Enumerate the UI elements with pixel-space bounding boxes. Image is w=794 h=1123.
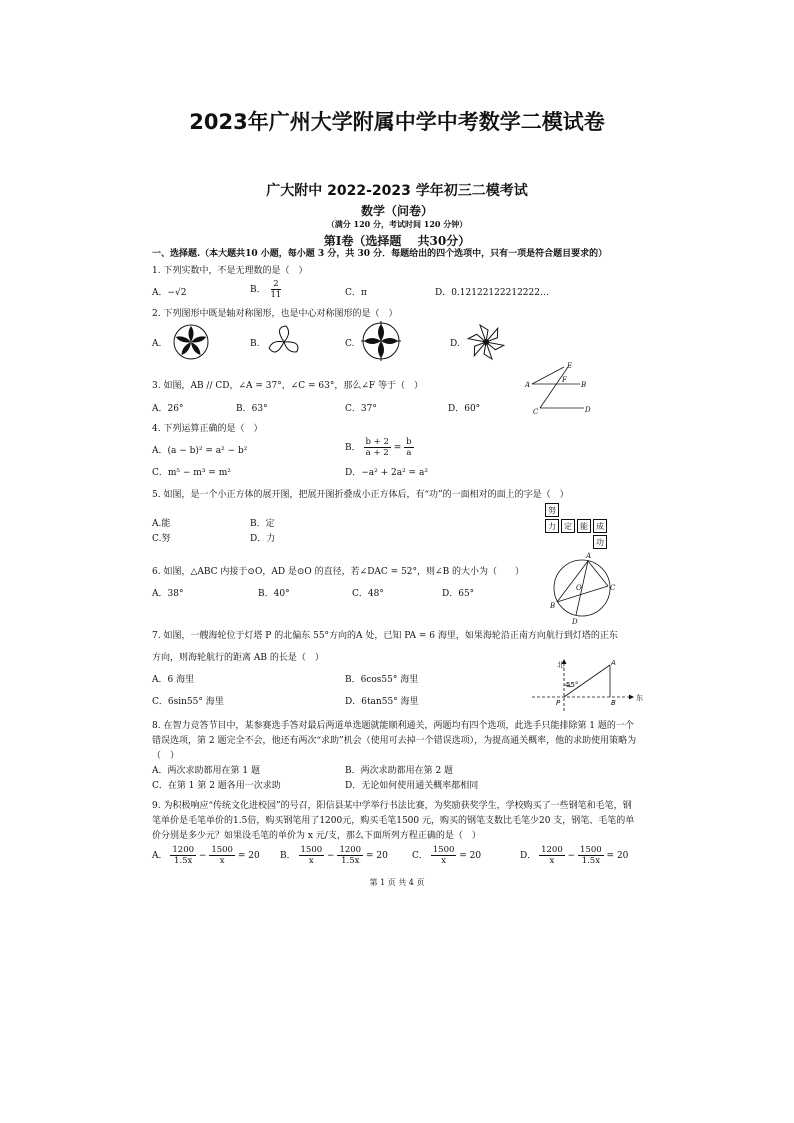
q4-b-label: B． [345, 443, 361, 453]
q7-stem-line2: 方向，则海轮航行的距离 AB 的长是（ ） [152, 653, 324, 663]
q5-stem: 5. 如图，是一个小正方体的展开图，把展开图折叠成小正方体后，有“功”的一面相对的面上的字是（ ） [152, 490, 569, 500]
q7-option-b: B．6cos55° 海里 [345, 675, 419, 685]
q9-b-minus: − [327, 851, 335, 861]
q1-option-b [250, 279, 283, 300]
q9-option-a [152, 845, 260, 866]
q9-a-num2: 1500 [211, 845, 233, 855]
q3-figure [524, 362, 594, 416]
q8-option-a: A．两次求助都用在第 1 题 [152, 766, 260, 776]
q9-c-den: x [441, 856, 446, 866]
q6-label-b: B [550, 602, 556, 610]
q2-option-d: D. [450, 339, 460, 349]
q9-c-label: C． [412, 851, 428, 861]
q9-d-frac2 [578, 845, 604, 866]
q9-b-den2: 1.5x [341, 856, 360, 866]
q5-option-d: D．力 [250, 534, 276, 544]
q9-a-num1: 1200 [172, 845, 195, 855]
q9-a-den1: 1.5x [174, 856, 193, 866]
cube-face-6: 功 [593, 535, 607, 549]
q4-option-b [345, 437, 414, 458]
q2-figure-d [466, 322, 506, 362]
q6-label-o: O [576, 584, 582, 592]
q4-b-frac1 [364, 437, 391, 458]
q9-a-frac2 [209, 845, 235, 866]
q9-d-den1: x [549, 856, 555, 866]
q9-d-minus: − [567, 851, 576, 861]
q9-option-d [520, 845, 628, 866]
cube-face-2: 力 [545, 519, 559, 533]
q6-option-a: A．38° [152, 589, 184, 599]
q3-label-d: D [585, 406, 591, 414]
q7-label-p: P [556, 699, 561, 707]
q9-b-den1: x [308, 856, 314, 866]
q7-option-c: C．6sin55° 海里 [152, 697, 224, 707]
q9-b-frac1 [299, 845, 325, 866]
q8-option-d: D．无论如何使用通关概率都相同 [345, 781, 479, 791]
q6-option-b: B．40° [258, 589, 290, 599]
q7-label-b: B [611, 699, 616, 707]
q7-stem-line1: 7. 如图，一艘海轮位于灯塔 P 的北偏东 55°方向的A 处，已知 PA = 6 海里，如果海轮沿正南方向航行到灯塔的正东 [152, 631, 618, 641]
q1-b-fraction [269, 279, 284, 300]
q1-option-a: A．−√2 [152, 288, 187, 298]
q7-north-label: 北 [557, 661, 564, 669]
q9-b-frac2 [337, 845, 363, 866]
q2-figure-c [361, 320, 401, 362]
q9-d-den2: 1.5x [581, 856, 600, 866]
q7-figure [530, 657, 646, 719]
cube-face-5: 成 [593, 519, 607, 533]
section-heading: 一、选择题.（本大题共10 小题，每小题 3 分，共 30 分．每题给出的四个选项中，只有一项是符合题目要求的） [152, 249, 608, 259]
q9-a-frac1 [170, 845, 196, 866]
q4-b-num2: b [406, 437, 412, 447]
subject-title: 数学（问卷） [360, 204, 433, 218]
q3-label-e: E [567, 362, 573, 370]
q9-c-num: 1500 [432, 845, 455, 855]
q3-label-c: C [533, 408, 539, 416]
q6-stem: 6. 如图，△ABC 内接于⊙O，AD 是⊙O 的直径，若∠DAC = 52°，则∠B 的大小为（ ） [152, 567, 525, 577]
q2-stem: 2. 下列图形中既是轴对称图形，也是中心对称图形的是（ ） [152, 309, 398, 319]
q9-a-minus: − [198, 851, 207, 861]
q9-c-frac [431, 845, 457, 866]
cube-face-1: 努 [545, 503, 559, 517]
q3-option-c: C．37° [345, 404, 377, 414]
q3-label-f: F [562, 376, 567, 384]
q9-d-num1: 1200 [541, 845, 563, 855]
exam-note: （满分 120 分，考试时间 120 分钟） [326, 219, 468, 229]
q9-a-den2: x [219, 856, 225, 866]
q9-stem: 9. 为积极响应“传统文化进校园”的号召，阳信县某中学举行书法比赛，为奖励获奖学生，学校购买了一些钢笔和毛笔，钢笔单价是毛笔单价的1.5倍，购买钢笔用了1200元，购买毛笔1500 元，购买的钢笔支数比毛笔少20 支，钢笔、毛笔的单价分别是多少元？如果设毛笔的单价为 x 元/支，那么下面所列方程正确的是（ ） [152, 801, 635, 841]
q7-label-a: A [611, 659, 616, 667]
cube-face-4: 能 [577, 519, 591, 533]
q9-d-eq: = 20 [606, 851, 629, 861]
q6-option-d: D．65° [442, 589, 475, 599]
q6-figure [544, 550, 620, 626]
q9-d-frac1 [539, 845, 565, 866]
q8-option-b: B．两次求助都用在第 2 题 [345, 766, 454, 776]
q1-option-d: D．0.12122122212222… [435, 288, 549, 298]
q9-a-label: A． [152, 851, 168, 861]
q4-b-den2: a [406, 448, 412, 458]
q2-option-a: A. [152, 339, 162, 349]
q8-stem: 8. 在智力竞答节目中，某参赛选手答对最后两道单选题就能顺利通关，两题均有四个选项，此选手只能排除第 1 题的一个错误选项，第 2 题完全不会，他还有两次“求助”机会（使用可去掉一个错误选项），为提高通关概率，他的求助使用策略为（ ） [152, 721, 637, 761]
q3-stem: 3. 如图，AB // CD，∠A = 37°，∠C = 63°，那么∠F 等于（ ） [152, 381, 423, 391]
q5-option-b: B．定 [250, 519, 275, 529]
q3-option-a: A．26° [152, 404, 184, 414]
q4-b-den1: a + 2 [365, 448, 389, 458]
q9-b-num1: 1500 [300, 845, 323, 855]
exam-title: 广大附中 2022-2023 学年初三二模考试 [266, 183, 528, 199]
q9-b-num2: 1200 [339, 845, 362, 855]
q9-c-eq: = 20 [459, 851, 482, 861]
q7-option-a: A．6 海里 [152, 675, 195, 685]
q6-label-a: A [586, 552, 592, 560]
page-footer: 第 1 页 共 4 页 [369, 878, 425, 887]
q6-label-c: C [610, 584, 616, 592]
q9-d-label: D． [520, 851, 537, 861]
q4-b-eq: = [393, 443, 402, 453]
part-title: 第Ⅰ卷（选择题 共30分） [323, 234, 471, 248]
q3-label-a: A [525, 381, 531, 389]
q8-option-c: C．在第 1 第 2 题各用一次求助 [152, 781, 281, 791]
q7-east-label: 东 [636, 694, 643, 702]
q2-option-c: C. [345, 339, 355, 349]
q4-option-a: A．(a − b)² = a² − b² [152, 446, 248, 456]
q2-figure-a [172, 323, 210, 361]
q7-option-d: D．6tan55° 海里 [345, 697, 419, 707]
q7-angle-label: 55° [566, 681, 579, 689]
q3-option-d: D．60° [448, 404, 481, 414]
q9-b-eq: = 20 [365, 851, 388, 861]
q1-stem: 1. 下列实数中，不是无理数的是（ ） [152, 266, 308, 276]
q6-option-c: C．48° [352, 589, 384, 599]
cube-face-3: 定 [561, 519, 575, 533]
q9-b-label: B． [280, 851, 296, 861]
q9-option-b [280, 845, 388, 866]
q9-a-eq: = 20 [237, 851, 260, 861]
q5-option-a: A.能 [152, 519, 171, 529]
document-title: 2023年广州大学附属中学中考数学二模试卷 [189, 110, 605, 134]
q6-label-d: D [572, 618, 578, 626]
q4-b-num1: b + 2 [365, 437, 389, 447]
q5-option-c: C.努 [152, 534, 171, 544]
q1-b-label: B． [250, 285, 266, 295]
q1-b-num: 2 [273, 279, 279, 289]
q1-option-c: C．π [345, 288, 367, 298]
q2-option-b: B. [250, 339, 260, 349]
q1-b-den: 11 [270, 290, 282, 300]
q4-option-c: C．m⁵ − m³ = m² [152, 468, 231, 478]
q3-option-b: B．63° [236, 404, 268, 414]
q3-label-b: B [581, 381, 587, 389]
q9-d-num2: 1500 [580, 845, 602, 855]
q9-option-c [412, 845, 481, 866]
q4-option-d: D．−a² + 2a² = a² [345, 468, 428, 478]
q4-b-frac2 [404, 437, 413, 458]
q4-stem: 4. 下列运算正确的是（ ） [152, 424, 263, 434]
q2-figure-b [264, 323, 304, 361]
